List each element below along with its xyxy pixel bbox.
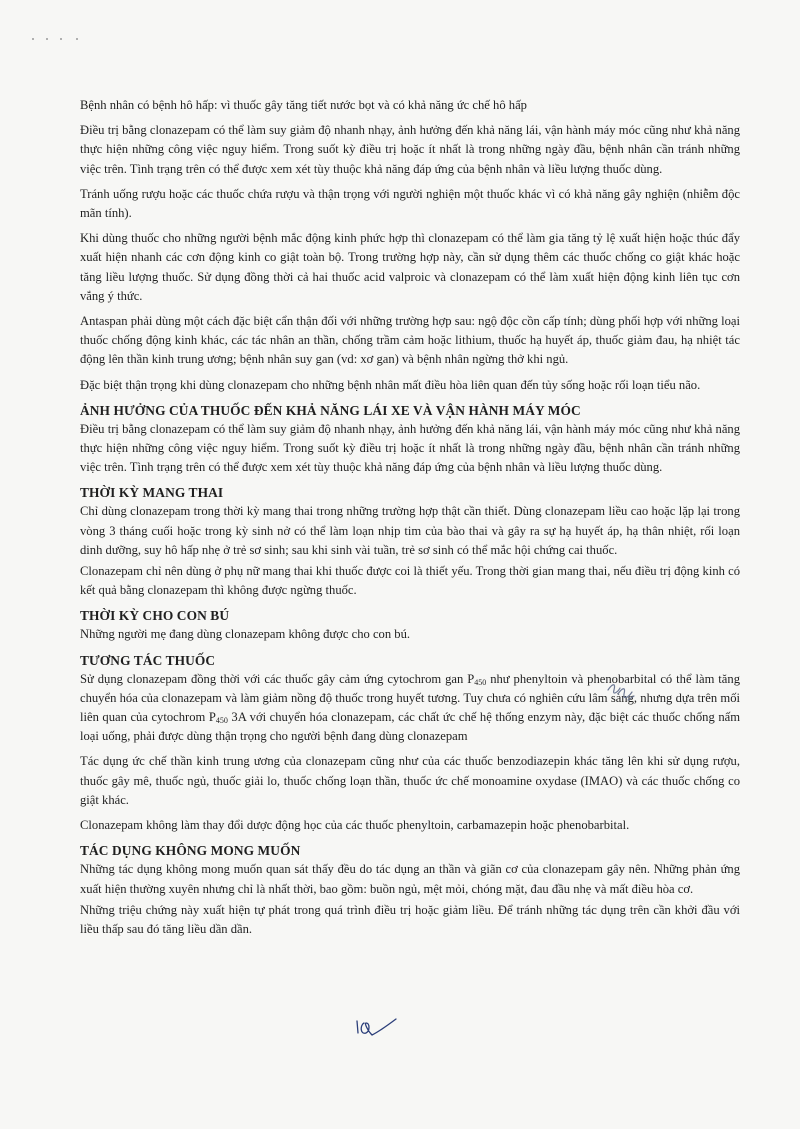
text-run: như phenyltoin và phenobarbital có thể làm tăng chuyển hóa của clonazepam và làm giảm nồng độ thuốc trong huyết tương. Tuy chưa có nghiên cứu lâm sàng, nhưng dựa trên mối liên quan của cytochrom P: [80, 671, 740, 725]
paragraph: Những tác dụng không mong muốn quan sát thấy đều do tác dụng an thần và giãn cơ của clonazepam gây nên. Những phản ứng xuất hiện thường xuyên nhưng chỉ là nhất thời, bao gồm: buồn ngủ, mệt mỏi, chóng mặt, đau đầu nhẹ và mất điều hòa cơ.: [80, 862, 740, 896]
paragraph: Clonazepam chỉ nên dùng ở phụ nữ mang thai khi thuốc được coi là thiết yếu. Trong thời gian mang thai, nếu điều trị động kinh có kết quả bằng clonazepam thì không được ngừng thuốc.: [80, 564, 740, 598]
paragraph: Bệnh nhân có bệnh hô hấp: vì thuốc gây tăng tiết nước bọt và có khả năng ức chế hô hấp: [80, 98, 527, 112]
section-heading: THỜI KỲ MANG THAI: [80, 485, 224, 501]
paragraph: Đặc biệt thận trọng khi dùng clonazepam cho những bệnh nhân mất điều hòa liên quan đến tủy sống hoặc rối loạn tiểu não.: [80, 377, 701, 392]
handwritten-initials: [604, 676, 638, 706]
paragraph: Tác dụng ức chế thần kinh trung ương của clonazepam cũng như của các thuốc benzodiazepin khác tăng lên khi sử dụng rượu, thuốc gây mê, thuốc ngủ, thuốc giải lo, thuốc chống loạn thần, thuốc ức chế monoamine oxydase (IMAO) và các thuốc chống co giật khác.: [80, 754, 740, 807]
document-page: [80, 96, 740, 945]
paragraph: Tránh uống rượu hoặc các thuốc chứa rượu và thận trọng với người nghiện một thuốc khác vì có khả năng gây nghiện (nhiễm độc mãn tính).: [80, 186, 740, 221]
section-heading: ẢNH HƯỞNG CỦA THUỐC ĐẾN KHẢ NĂNG LÁI XE VÀ VẬN HÀNH MÁY MÓC: [80, 402, 581, 418]
paragraph: Những người mẹ đang dùng clonazepam không được cho con bú.: [80, 627, 411, 642]
paragraph: Những triệu chứng này xuất hiện tự phát trong quá trình điều trị hoặc giảm liều. Để tránh những tác dụng trên cần khởi đầu với liều thấp sau đó tăng liều dần dần.: [80, 902, 740, 936]
text-run: Sử dụng clonazepam đồng thời với các thuốc gây cảm ứng cytochrom gan P: [80, 671, 475, 686]
section-heading: TÁC DỤNG KHÔNG MONG MUỐN: [80, 843, 301, 859]
paragraph: Chỉ dùng clonazepam trong thời kỳ mang thai trong những trường hợp thật cần thiết. Dùng clonazepam liều cao hoặc lặp lại trong vòng 3 tháng cuối hoặc trong kỳ sinh nở có thể làm loạn nhịp tim của bào thai và gây ra sự hạ huyết áp, hạ thân nhiệt, rối loạn dinh dưỡng, suy hô hấp nhẹ ở trẻ sơ sinh; sau khi sinh vài tuần, trẻ sơ sinh có thể mắc hội chứng cai thuốc.: [80, 504, 740, 557]
subscript: 450: [474, 677, 487, 687]
paragraph: [80, 670, 740, 747]
paragraph: Antaspan phải dùng một cách đặc biệt cẩn thận đối với những trường hợp sau: ngộ độc cồn cấp tính; dùng phối hợp với những loại thuốc chống động kinh khác, các tác nhân an thần, chống trầm cảm hoặc lithium, thuốc hạ huyết áp, thuốc giảm đau, hạ nhiệt tác động lên thần kinh trung ương; bệnh nhân suy gan (vd: xơ gan) và bệnh nhân ngừng thở khi ngủ.: [80, 314, 740, 367]
paragraph: Điều trị bằng clonazepam có thể làm suy giảm độ nhanh nhạy, ảnh hưởng đến khả năng lái, vận hành máy móc cũng như khả năng thực hiện những công việc nguy hiểm. Trong suốt kỳ điều trị hoặc ít nhất là trong những ngày đầu, bệnh nhân cần tránh những việc trên. Tình trạng trên có thể được xem xét tùy thuộc khả năng đáp ứng của bệnh nhân và liều lượng thuốc dùng.: [80, 123, 740, 176]
section-heading: TƯƠNG TÁC THUỐC: [80, 652, 216, 668]
handwritten-signature: [354, 1015, 398, 1039]
subscript: 450: [215, 716, 228, 726]
text-run: 3A với chuyển hóa clonazepam, các chất ức chế hệ thống enzym này, đặc biệt các thuốc chống nấm loại uống, phải được dùng thận trọng cho người bệnh đang dùng clonazepam: [80, 710, 741, 744]
scan-noise: [32, 36, 80, 42]
section-heading: THỜI KỲ CHO CON BÚ: [80, 608, 230, 624]
paragraph: Điều trị bằng clonazepam có thể làm suy giảm độ nhanh nhạy, ảnh hưởng đến khả năng lái, vận hành máy móc cũng như khả năng thực hiện những công việc nguy hiểm. Trong suốt kỳ điều trị hoặc ít nhất là trong những ngày đầu, bệnh nhân cần tránh những việc trên. Tình trạng trên có thể được xem xét tùy thuộc khả năng đáp ứng của bệnh nhân và liều lượng thuốc dùng.: [80, 421, 740, 475]
paragraph: Khi dùng thuốc cho những người bệnh mắc động kinh phức hợp thì clonazepam có thể làm gia tăng tỷ lệ xuất hiện hoặc thúc đẩy xuất hiện nhanh các cơn động kinh co giật toàn bộ. Trong trường hợp này, cần sử dụng thêm các thuốc chống co giật khác hoặc tăng liều lượng thuốc. Sử dụng đồng thời cả hai thuốc acid valproic và clonazepam có thể làm xuất hiện động kinh liên tục cơn vắng ý thức.: [80, 231, 740, 303]
paragraph: Clonazepam không làm thay đổi dược động học của các thuốc phenyltoin, carbamazepin hoặc phenobarbital.: [80, 818, 630, 833]
